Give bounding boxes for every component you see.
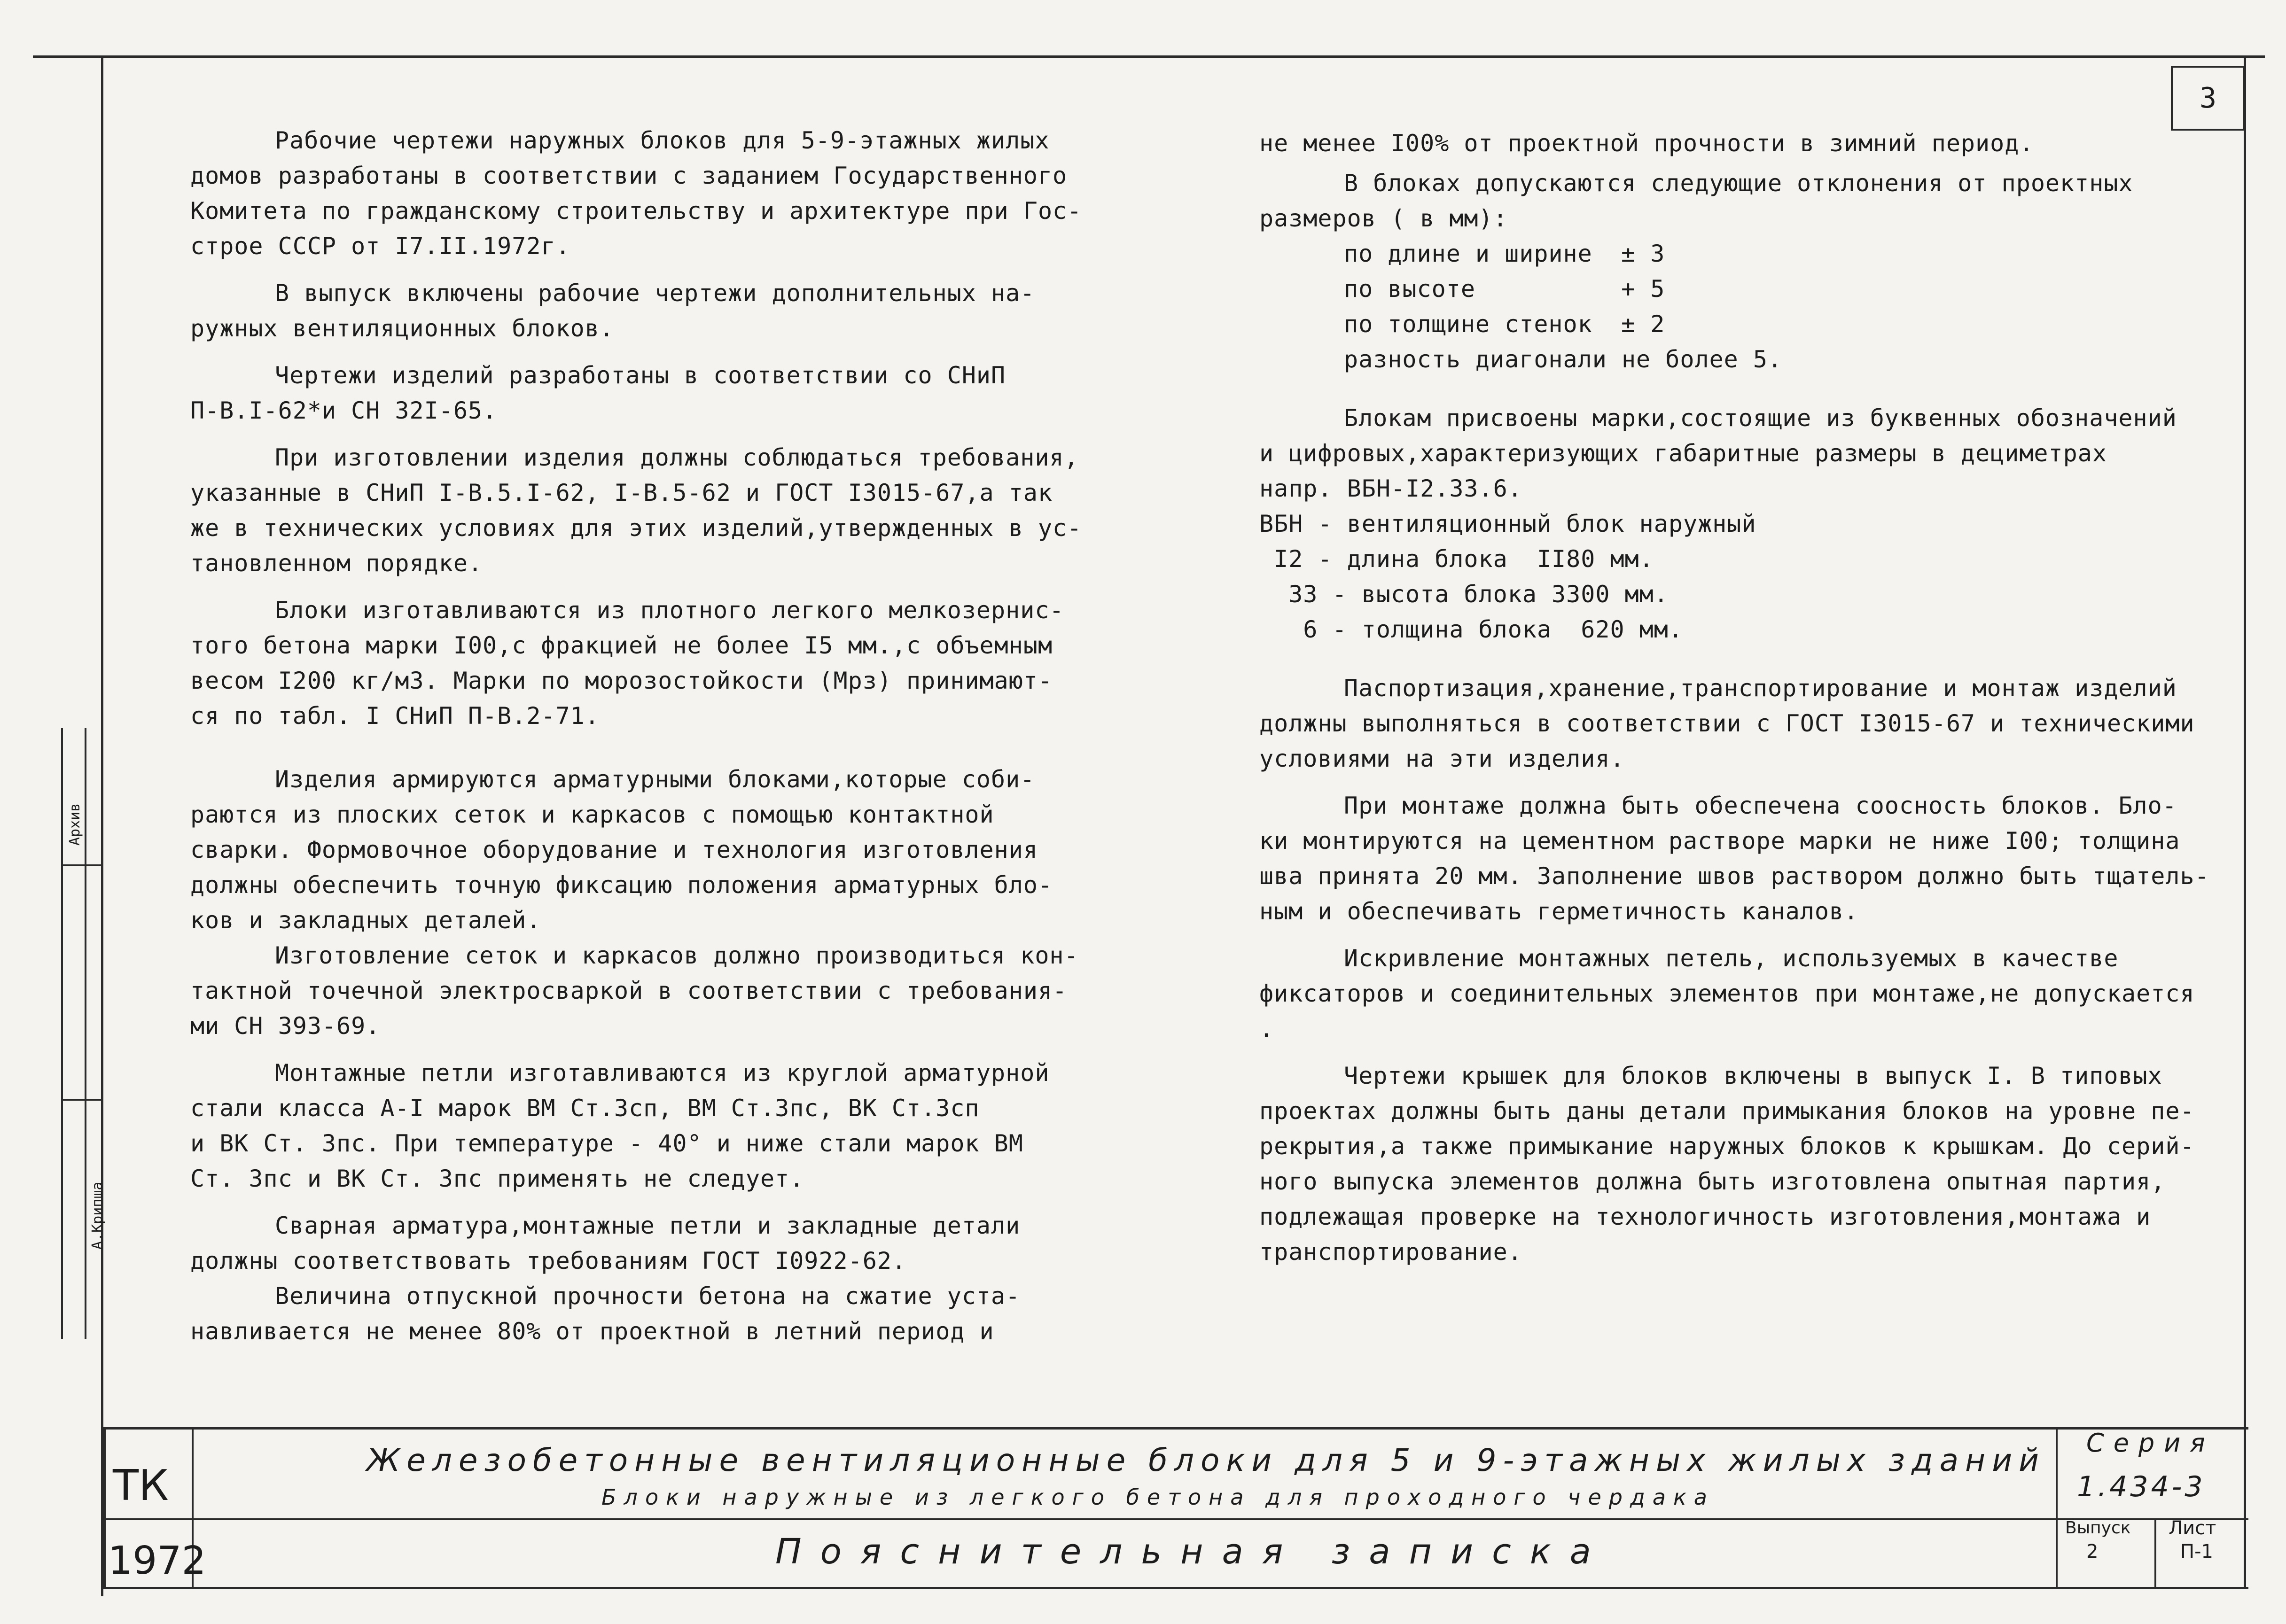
year: 1972 [108,1539,206,1583]
deviation-row: по высоте + 5 [1344,275,1665,303]
sheet-label: Лист [2169,1517,2216,1539]
left-text-column [190,123,1130,1349]
paragraph: При изготовлении изделия должны соблюдаться требования, указанные в СНиП I-В.5.I-62, I-В.5-62 и ГОСТ I3015-67,а так же в технических условиях для этих изделий,утвержденных в ус- тановленном порядке. [190,444,1082,577]
deviation-row: разность диагонали не более 5. [1344,346,1783,373]
marking-row: I2 - длина блока II80 мм. [1259,545,1654,573]
paragraph: Сварная арматура,монтажные петли и закладные детали должны соответствовать требованиям ГОСТ I0922-62. [190,1212,1021,1274]
deviation-row: по длине и ширине ± 3 [1344,240,1665,267]
paragraph: Величина отпускной прочности бетона на сжатие уста- навливается не менее 80% от проектной в летний период и [190,1282,1021,1345]
stamp-divider [61,864,101,866]
right-text-column [1259,126,2223,1270]
paragraph: Блокам присвоены марки,состоящие из буквенных обозначений и цифровых,характеризующих габаритные размеры в дециметрах напр. ВБН-I2.33.6. [1259,404,2177,502]
paragraph: не менее I00% от проектной прочности в зимний период. [1259,130,2034,157]
title-block-right-line [2244,1427,2246,1589]
stamp-border [61,728,63,1339]
top-border-line [33,55,2265,58]
paragraph: Блоки изготавливаются из плотного легкого мелкозернис- того бетона марки I00,с фракцией не более I5 мм.,с объемным весом I200 кг/м3. Марки по морозостойкости (Мрз) принимают- ся по табл. I СНиП П-В.2-71. [190,597,1064,730]
series-value: 1.434-3 [2077,1470,2206,1503]
series-label: Серия [2086,1428,2215,1458]
marking-row: ВБН - вентиляционный блок наружный [1259,510,1756,537]
paragraph: При монтаже должна быть обеспечена соосность блоков. Бло- ки монтируются на цементном растворе марки не ниже I00; толщина шва принята 20 мм. Заполнение швов раствором должно быть тщатель- ным и обеспечивать герметичность каналов. [1259,792,2209,925]
title-block-divider [2056,1427,2058,1589]
title-sub: Блоки наружные из легкого бетона для проходного чердака [601,1484,1715,1510]
paragraph: Изделия армируются арматурными блоками,которые соби- раются из плоских сеток и каркасов с помощью контактной сварки. Формовочное оборудование и технология изготовления должны обеспечить точную фиксацию положения арматурных бло- ков и закладных деталей. [190,766,1053,934]
left-border-line [101,55,103,1596]
stamp-border [85,728,86,1339]
title-block-divider [2154,1518,2156,1589]
issue-label: Выпуск [2065,1518,2131,1538]
title-block-mid-line [103,1518,2248,1520]
sheet-value: П-1 [2180,1541,2213,1562]
marking-row: 33 - высота блока 3300 мм. [1259,581,1669,608]
stamp-divider [61,1099,101,1101]
margin-stamp-text: Архив [67,803,83,846]
paragraph: Чертежи изделий разработаны в соответствии со СНиП П-В.I-62*и СН 32I-65. [190,362,1006,424]
paragraph: Рабочие чертежи наружных блоков для 5-9-этажных жилых домов разработаны в соответствии с заданием Государственного Комитета по гражданскому строительству и архитектуре при Гос- строе СССР от I7.II.1972г. [190,127,1082,260]
paragraph: Чертежи крышек для блоков включены в выпуск I. В типовых проектах должны быть даны детали примыкания блоков на уровне пе- рекрытия,а также примыкание наружных блоков к крышкам. До серий- ного выпуска элементов должна быть изготовлена опытная партия, подлежащая проверке на технологичность изготовления,монтажа и транспортирование. [1259,1062,2195,1266]
org-code: ТК [113,1461,169,1510]
marking-row: 6 - толщина блока 620 мм. [1259,616,1683,643]
title-block-top-line [103,1427,2248,1430]
right-border-line [2244,55,2246,1427]
paragraph: В блоках допускаются следующие отклонения от проектных размеров ( в мм): [1259,170,2133,232]
title-main: Железобетонные вентиляционные блоки для 5 и 9-этажных жилых зданий [367,1442,2045,1478]
margin-stamp-text: А.Крипша [89,1181,106,1250]
paragraph: Изготовление сеток и каркасов должно производиться кон- тактной точечной электросваркой в соответствии с требования- ми СН 393-69. [190,942,1079,1040]
doc-name: Пояснительная записка [775,1531,1610,1572]
sheet-number: 3 [2171,66,2245,131]
paragraph: Паспортизация,хранение,транспортирование и монтаж изделий должны выполняться в соответствии с ГОСТ I3015-67 и техническими условиями на эти изделия. [1259,675,2195,772]
deviation-row: по толщине стенок ± 2 [1344,311,1665,338]
issue-value: 2 [2086,1541,2099,1562]
title-block-bottom-line [103,1587,2248,1589]
paragraph: В выпуск включены рабочие чертежи дополнительных на- ружных вентиляционных блоков. [190,280,1035,342]
title-block-left-line [103,1427,106,1589]
paragraph: Искривление монтажных петель, используемых в качестве фиксаторов и соединительных элементов при монтаже,не допускается . [1259,945,2195,1042]
paragraph: Монтажные петли изготавливаются из круглой арматурной стали класса А-I марок ВМ Ст.3сп, ВМ Ст.3пс, ВК Ст.3сп и ВК Ст. 3пс. При температуре - 40° и ниже стали марок ВМ Ст. 3пс и ВК Ст. 3пс применять не следует. [190,1059,1050,1192]
